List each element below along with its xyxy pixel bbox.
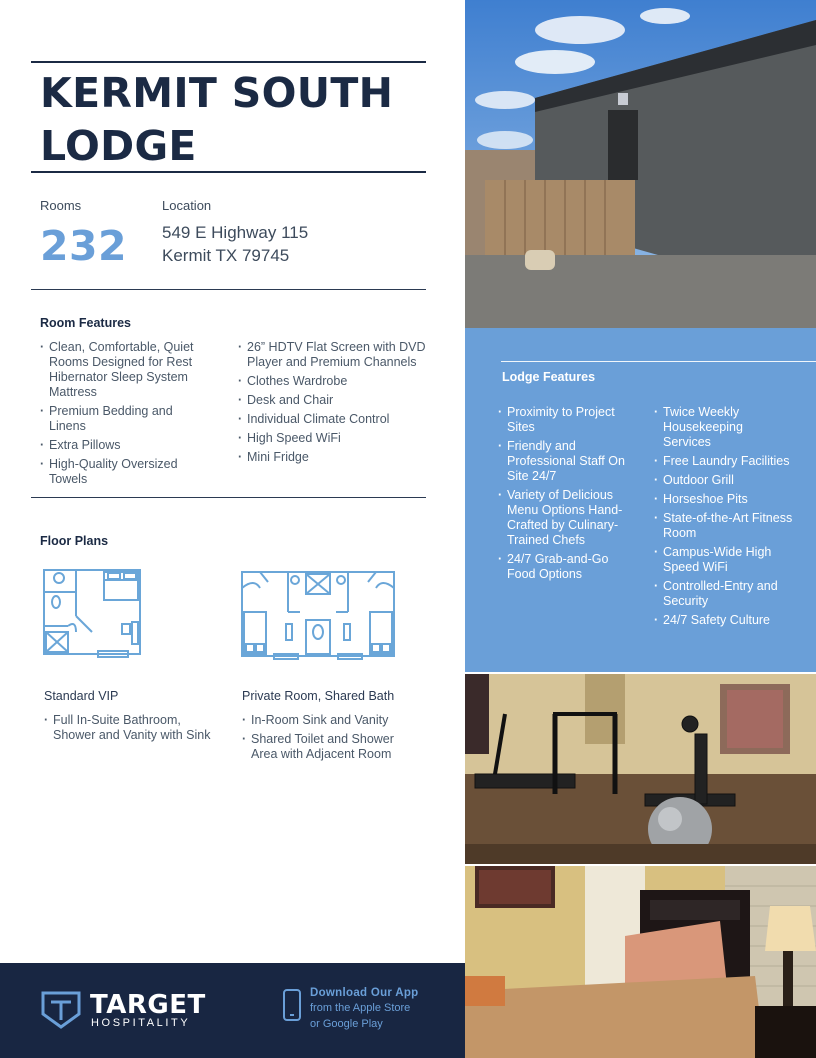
list-item: · 24/7 Safety Culture: [654, 613, 794, 628]
list-item: · Twice Weekly Housekeeping Services: [654, 405, 794, 450]
room-features-list-1: [40, 340, 205, 491]
location-label: Location: [162, 198, 212, 213]
list-item: · Individual Climate Control: [238, 412, 430, 427]
divider: [31, 289, 426, 290]
list-item: · 24/7 Grab-and-Go Food Options: [498, 552, 633, 582]
address-line-2: Kermit TX 79745: [162, 246, 290, 265]
list-item: · Mini Fridge: [238, 450, 430, 465]
lodge-features-panel: [465, 328, 816, 672]
title-bottom-rule: [31, 171, 426, 173]
list-item: · Desk and Chair: [238, 393, 430, 408]
list-item: · High Speed WiFi: [238, 431, 430, 446]
list-item: · Campus-Wide High Speed WiFi: [654, 545, 794, 575]
brand-subtitle: HOSPITALITY: [91, 1017, 191, 1029]
panel-divider: [501, 361, 816, 362]
list-item: · Outdoor Grill: [654, 473, 794, 488]
standard-vip-features: [44, 713, 214, 747]
list-item: · Clean, Comfortable, Quiet Rooms Designed for Rest Hibernator Sleep System Mattress: [40, 340, 205, 400]
list-item: · 26” HDTV Flat Screen with DVD Player and Premium Channels: [238, 340, 430, 370]
list-item: · Clothes Wardrobe: [238, 374, 430, 389]
brand-name: TARGET: [90, 990, 206, 1020]
title-line-1: KERMIT SOUTH: [40, 69, 394, 117]
lodge-features-list-2: [654, 405, 794, 632]
list-item: · Horseshoe Pits: [654, 492, 794, 507]
list-item: · Full In-Suite Bathroom, Shower and Vanity with Sink: [44, 713, 214, 743]
app-store-line: from the Apple Store: [310, 1002, 411, 1014]
room-features-heading: Room Features: [40, 316, 131, 330]
floor-plan-name-standard-vip: Standard VIP: [44, 689, 119, 703]
lodge-features-heading: Lodge Features: [502, 370, 596, 384]
rooms-count: 232: [40, 222, 128, 270]
list-item: · Extra Pillows: [40, 438, 205, 453]
fitness-room-photo: [465, 674, 816, 864]
title-line-2: LODGE: [40, 122, 197, 170]
page-title: [40, 67, 430, 173]
address-line-1: 549 E Highway 115: [162, 223, 309, 242]
list-item: · Proximity to Project Sites: [498, 405, 633, 435]
list-item: · Free Laundry Facilities: [654, 454, 794, 469]
google-play-line: or Google Play: [310, 1018, 383, 1030]
rooms-label: Rooms: [40, 198, 82, 213]
list-item: · Controlled-Entry and Security: [654, 579, 794, 609]
floor-plan-private-room: [240, 568, 396, 660]
list-item: · Premium Bedding and Linens: [40, 404, 205, 434]
floor-plans-heading: Floor Plans: [40, 534, 109, 548]
list-item: · In-Room Sink and Vanity: [242, 713, 422, 728]
room-features-list-2: [238, 340, 430, 469]
list-item: · Variety of Delicious Menu Options Hand-Crafted by Culinary-Trained Chefs: [498, 488, 633, 548]
lodge-features-list-1: [498, 405, 633, 586]
list-item: · High-Quality Oversized Towels: [40, 457, 205, 487]
list-item: · Friendly and Professional Staff On Site 24/7: [498, 439, 633, 484]
private-room-features: [242, 713, 422, 766]
app-download-heading: Download Our App: [310, 987, 419, 999]
target-hospitality-logo-icon: [40, 990, 82, 1030]
list-item: · State-of-the-Art Fitness Room: [654, 511, 794, 541]
exterior-photo: [465, 0, 816, 328]
floor-plan-standard-vip: [42, 566, 144, 660]
title-top-rule: [31, 61, 426, 63]
floor-plan-name-private-room: Private Room, Shared Bath: [242, 689, 395, 703]
bedroom-photo: [465, 866, 816, 1058]
list-item: · Shared Toilet and Shower Area with Adjacent Room: [242, 732, 422, 762]
location-address: [162, 221, 308, 267]
divider: [31, 497, 426, 498]
smartphone-icon: [282, 988, 302, 1022]
